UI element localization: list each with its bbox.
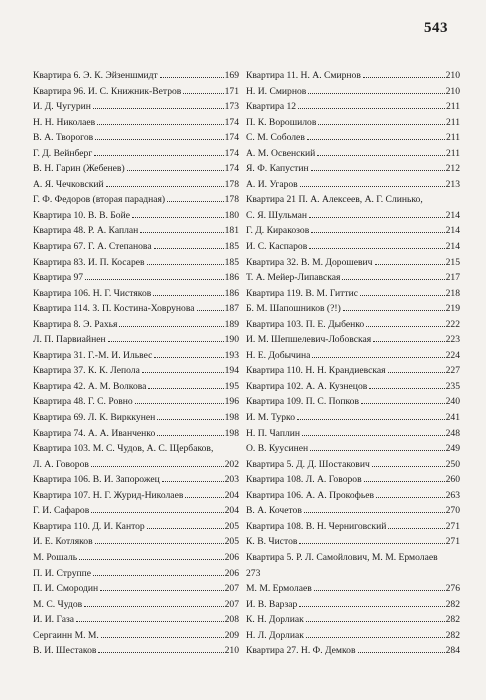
- toc-entry-page: 276: [445, 583, 460, 595]
- toc-entry: [33, 581, 239, 597]
- toc-entry: [246, 426, 460, 442]
- toc-entry-page: 282: [445, 629, 460, 641]
- toc-entry-label: Квартира 32. В. М. Дорошевич: [246, 256, 373, 268]
- dot-leader: [197, 310, 224, 311]
- toc-left-column: [33, 68, 239, 659]
- toc-entry-page: 171: [224, 85, 239, 97]
- toc-entry-label: Я. Ф. Капустин: [246, 163, 309, 175]
- toc-entry-label: Квартира 114. З. П. Костина-Ховрунова: [33, 303, 195, 315]
- toc-entry-page: 219: [445, 303, 460, 315]
- toc-entry: [33, 597, 239, 613]
- toc-entry-label: Квартира 106. В. И. Запорожец: [33, 474, 160, 486]
- toc-entry: [246, 84, 460, 100]
- dot-leader: [372, 466, 445, 467]
- dot-leader: [388, 528, 444, 529]
- toc-entry-label: Квартира 10. В. В. Бойе: [33, 209, 130, 221]
- dot-leader: [360, 295, 445, 296]
- dot-leader: [154, 248, 224, 249]
- dot-leader: [147, 528, 224, 529]
- toc-entry: [246, 643, 460, 659]
- toc-entry: [33, 426, 239, 442]
- toc-entry-label: И. М. Шепшелевич-Лобовская: [246, 334, 372, 346]
- dot-leader: [308, 93, 444, 94]
- toc-entry-page: 174: [224, 163, 239, 175]
- toc-entry-label: В. А. Творогов: [33, 132, 94, 144]
- toc-entry-page: 204: [224, 489, 239, 501]
- toc-entry-label: Б. М. Шапошников (?!): [246, 303, 341, 315]
- dot-leader: [100, 590, 223, 591]
- toc-entry: [33, 363, 239, 379]
- toc-entry-page: 210: [445, 85, 460, 97]
- toc-entry: [33, 379, 239, 395]
- dot-leader: [127, 170, 224, 171]
- toc-entry: [246, 410, 460, 426]
- dot-leader: [299, 606, 444, 607]
- toc-entry-page: 189: [224, 318, 239, 330]
- toc-entry-label: Квартира 48. Р. А. Каплан: [33, 225, 139, 237]
- toc-entry: [246, 612, 460, 628]
- toc-entry-page: 194: [224, 365, 239, 377]
- toc-entry-page: 214: [445, 225, 460, 237]
- toc-entry-label: Квартира 109. П. С. Попков: [246, 396, 359, 408]
- toc-entry-label: Г. Д. Киракозов: [246, 225, 310, 237]
- toc-entry: [33, 255, 239, 271]
- toc-entry: [33, 130, 239, 146]
- toc-entry-label: Л. П. Парвиайнен: [33, 334, 106, 346]
- toc-entry-page: 270: [445, 505, 460, 517]
- toc-entry-label: Квартира 5. Р. Л. Самойлович, М. М. Ермолаев: [246, 551, 438, 563]
- toc-entry-label: Квартира 106. А. А. Прокофьев: [246, 489, 375, 501]
- toc-entry-page: 211: [445, 101, 460, 113]
- toc-entry-page: 224: [445, 349, 460, 361]
- toc-entry: [246, 332, 460, 348]
- toc-entry-label: Квартира 6. Э. К. Эйзеншмидт: [33, 70, 158, 81]
- toc-entry-page: 240: [445, 396, 460, 408]
- toc-entry: [33, 223, 239, 239]
- dot-leader: [314, 590, 445, 591]
- dot-leader: [343, 310, 445, 311]
- dot-leader: [76, 621, 224, 622]
- toc-entry-label: П. И. Струппе: [33, 567, 92, 579]
- toc-entry: [246, 597, 460, 613]
- toc-entry-label: Квартира 108. Л. А. Говоров: [246, 474, 362, 486]
- toc-entry-page: 215: [445, 256, 460, 268]
- toc-entry-page: 178: [224, 194, 239, 206]
- toc-entry-label: Н. И. Смирнов: [246, 85, 307, 97]
- dot-leader: [375, 264, 445, 265]
- toc-entry: [33, 457, 239, 473]
- toc-entry-page: 198: [224, 427, 239, 439]
- dot-leader: [153, 295, 223, 296]
- toc-entry: [246, 270, 460, 286]
- toc-entry-label: М. М. Ермолаев: [246, 583, 312, 595]
- dot-leader: [366, 326, 444, 327]
- toc-entry-page: 212: [445, 163, 460, 175]
- toc-entry: [33, 534, 239, 550]
- toc-entry-label: Квартира 27. Н. Ф. Демков: [246, 645, 356, 657]
- toc-entry-label: Квартира 97: [33, 272, 84, 284]
- toc-entry-label: Квартира 103. М. С. Чудов, А. С. Щербаков,: [33, 443, 214, 455]
- toc-entry-label: Квартира 119. В. М. Гиттис: [246, 287, 358, 299]
- toc-entry-page: 208: [224, 614, 239, 626]
- toc-entry-label: Квартира 107. Н. Г. Журид-Николаев: [33, 489, 184, 501]
- dot-leader: [167, 201, 224, 202]
- toc-entry: [33, 441, 239, 457]
- toc-entry-page: 282: [445, 614, 460, 626]
- dot-leader: [309, 217, 445, 218]
- toc-entry: [246, 503, 460, 519]
- toc-entry-page: 249: [445, 443, 460, 455]
- toc-entry-page: 204: [224, 505, 239, 517]
- toc-entry-page: 206: [224, 551, 239, 563]
- dot-leader: [160, 77, 224, 78]
- dot-leader: [312, 357, 444, 358]
- toc-entry-page: 206: [224, 567, 239, 579]
- toc-entry-page: 241: [445, 412, 460, 424]
- dot-leader: [364, 481, 445, 482]
- toc-entry-page: 207: [224, 598, 239, 610]
- dot-leader: [299, 543, 444, 544]
- toc-entry: [246, 519, 460, 535]
- toc-entry-page: 227: [445, 365, 460, 377]
- toc-entry-label: Н. Л. Дорлиак: [246, 629, 304, 641]
- dot-leader: [132, 217, 224, 218]
- toc-entry: [246, 581, 460, 597]
- dot-leader: [91, 466, 224, 467]
- toc-entry-page: 205: [224, 536, 239, 548]
- toc-entry-label: К. Н. Дорлиак: [246, 614, 304, 626]
- dot-leader: [311, 170, 445, 171]
- dot-leader: [388, 372, 445, 373]
- toc-entry-page: 218: [445, 287, 460, 299]
- dot-leader: [311, 232, 444, 233]
- toc-entry: [246, 348, 460, 364]
- toc-entry-page: 187: [224, 303, 239, 315]
- dot-leader: [376, 497, 445, 498]
- toc-entry-page: 250: [445, 458, 460, 470]
- toc-entry-label: Квартира 11. Н. А. Смирнов: [246, 70, 361, 81]
- toc-entry-page: 248: [445, 427, 460, 439]
- toc-entry: [33, 99, 239, 115]
- toc-entry: [246, 208, 460, 224]
- toc-entry-page: 210: [445, 70, 460, 81]
- toc-entry-label: Квартира 83. И. П. Косарев: [33, 256, 145, 268]
- toc-entry-page: 202: [224, 458, 239, 470]
- toc-entry-label: Квартира 5. Д. Д. Шостакович: [246, 458, 370, 470]
- dot-leader: [108, 341, 224, 342]
- toc-entry-label: С. М. Соболев: [246, 132, 305, 144]
- toc-entry: [33, 68, 239, 84]
- dot-leader: [358, 652, 445, 653]
- dot-leader: [119, 326, 223, 327]
- toc-entry-label: Квартира 108. В. Н. Черниговский: [246, 520, 387, 532]
- toc-entry-page: 174: [224, 132, 239, 144]
- toc-entry-label: В. Н. Гарин (Жебенев): [33, 163, 125, 175]
- toc-entry: [33, 550, 239, 566]
- dot-leader: [142, 372, 224, 373]
- dot-leader: [157, 435, 223, 436]
- toc-entry-page: 217: [445, 272, 460, 284]
- dot-leader: [95, 139, 223, 140]
- toc-entry-page: 223: [445, 334, 460, 346]
- toc-entry: [33, 519, 239, 535]
- toc-entry-label: С. Я. Шульман: [246, 209, 308, 221]
- toc-entry-label: Квартира 37. К. К. Лепола: [33, 365, 140, 377]
- toc-entry-label: М. Рошаль: [33, 551, 78, 563]
- toc-entry-page: 186: [224, 272, 239, 284]
- dot-leader: [297, 419, 445, 420]
- toc-entry: [33, 394, 239, 410]
- toc-entry-label: А. И. Угаров: [246, 178, 298, 190]
- dot-leader: [85, 279, 224, 280]
- toc-entry-label: Т. А. Мейер-Липавская: [246, 272, 341, 284]
- toc-entry: [33, 317, 239, 333]
- dot-leader: [342, 279, 444, 280]
- toc-entry: [246, 239, 460, 255]
- toc-entry: [33, 612, 239, 628]
- toc-entry: [246, 99, 460, 115]
- toc-entry-label: И. М. Турко: [246, 412, 295, 424]
- toc-entry-page: 211: [445, 147, 460, 159]
- toc-entry: [246, 441, 460, 457]
- toc-entry-label: Г. И. Сафаров: [33, 505, 90, 517]
- toc-entry-page: 195: [224, 380, 239, 392]
- dot-leader: [304, 512, 445, 513]
- toc-entry-page: 203: [224, 474, 239, 486]
- dot-leader: [306, 637, 445, 638]
- toc-entry-page: 205: [224, 520, 239, 532]
- toc-entry-page: 260: [445, 474, 460, 486]
- dot-leader: [307, 139, 445, 140]
- toc-entry-page: 222: [445, 318, 460, 330]
- dot-leader: [310, 450, 444, 451]
- toc-entry-page: 209: [224, 629, 239, 641]
- toc-entry-label: Квартира 21 П. А. Алексеев, А. Г. Слинько,: [246, 194, 423, 206]
- dot-leader: [369, 388, 444, 389]
- toc-entry: [246, 472, 460, 488]
- toc-entry-page: 173: [224, 101, 239, 113]
- dot-leader: [318, 124, 445, 125]
- toc-entry-label: Квартира 74. А. А. Иванченко: [33, 427, 156, 439]
- toc-entry-label: И. Е. Котляков: [33, 536, 93, 548]
- toc-entry: [33, 239, 239, 255]
- toc-entry: [33, 503, 239, 519]
- toc-entry-page: 214: [445, 241, 460, 253]
- toc-entry-label: П. И. Смородин: [33, 583, 99, 595]
- toc-entry-label: В. А. Кочетов: [246, 505, 302, 517]
- toc-entry: [246, 286, 460, 302]
- toc-entry-page: 282: [445, 598, 460, 610]
- toc-entry: [246, 115, 460, 131]
- toc-entry: [246, 255, 460, 271]
- toc-entry: [33, 84, 239, 100]
- toc-entry: [33, 115, 239, 131]
- toc-entry-label: Квартира 67. Г. А. Степанова: [33, 241, 152, 253]
- toc-entry: [33, 628, 239, 644]
- toc-entry-label: К. В. Чистов: [246, 536, 298, 548]
- dot-leader: [147, 264, 224, 265]
- toc-entry: [246, 394, 460, 410]
- toc-entry-page: 235: [445, 380, 460, 392]
- dot-leader: [94, 155, 223, 156]
- toc-entry-page: 180: [224, 209, 239, 221]
- toc-entry: [246, 192, 460, 208]
- page-number: 543: [424, 20, 448, 36]
- toc-entry-page: 174: [224, 147, 239, 159]
- toc-entry-label: Квартира 42. А. М. Волкова: [33, 380, 147, 392]
- toc-entry: [33, 472, 239, 488]
- toc-entry: [246, 457, 460, 473]
- toc-entry: [246, 161, 460, 177]
- toc-entry: [246, 301, 460, 317]
- dot-leader: [84, 606, 223, 607]
- dot-leader: [185, 497, 223, 498]
- toc-entry-page: 190: [224, 334, 239, 346]
- toc-entry: [33, 208, 239, 224]
- toc-entry-page: 211: [445, 132, 460, 144]
- toc-entry-label: А. Я. Чечковский: [33, 178, 104, 190]
- toc-entry-page: 181: [224, 225, 239, 237]
- toc-entry-page: 213: [445, 178, 460, 190]
- toc-entry: [246, 379, 460, 395]
- toc-right-column: [246, 68, 460, 659]
- toc-entry-page: 174: [224, 116, 239, 128]
- toc-entry-label: Н. Е. Добычина: [246, 349, 311, 361]
- toc-entry-page: 207: [224, 583, 239, 595]
- toc-entry-label: И. С. Каспаров: [246, 241, 308, 253]
- toc-entry: [33, 410, 239, 426]
- dot-leader: [157, 419, 223, 420]
- toc-entry-label: М. С. Чудов: [33, 598, 83, 610]
- toc-entry: [33, 177, 239, 193]
- toc-entry: [33, 566, 239, 582]
- toc-entry-label: Г. Д. Вейнберг: [33, 147, 93, 159]
- toc-entry: [246, 223, 460, 239]
- toc-entry-label: Л. А. Говоров: [33, 458, 89, 470]
- toc-entry: [246, 534, 460, 550]
- toc-entry: [246, 68, 460, 84]
- toc-entry-page: 178: [224, 178, 239, 190]
- toc-entry-label: Квартира 48. Г. С. Ровно: [33, 396, 133, 408]
- dot-leader: [162, 481, 224, 482]
- dot-leader: [93, 108, 224, 109]
- toc-entry-label: О. В. Куусинен: [246, 443, 309, 455]
- dot-leader: [98, 652, 223, 653]
- dot-leader: [361, 403, 445, 404]
- dot-leader: [317, 155, 445, 156]
- toc-entry-page: 198: [224, 412, 239, 424]
- dot-leader: [373, 341, 444, 342]
- toc-entry-page: 185: [224, 256, 239, 268]
- toc-entry-label: Г. Ф. Федоров (вторая парадная): [33, 194, 166, 206]
- toc-entry: [33, 643, 239, 659]
- dot-leader: [135, 403, 224, 404]
- toc-entry-page: 211: [445, 116, 460, 128]
- toc-entry: [246, 566, 460, 582]
- toc-entry-label: Н. Н. Николаев: [33, 116, 96, 128]
- toc-entry-label: Квартира 102. А. А. Кузнецов: [246, 380, 368, 392]
- toc-entry: [33, 270, 239, 286]
- toc-entry: [246, 550, 460, 566]
- toc-entry-page: 169: [224, 70, 239, 81]
- dot-leader: [91, 512, 223, 513]
- toc-entry-label: В. И. Шестаков: [33, 645, 97, 657]
- dot-leader: [148, 388, 223, 389]
- dot-leader: [95, 543, 224, 544]
- dot-leader: [363, 77, 445, 78]
- dot-leader: [79, 559, 223, 560]
- toc-entry-page: 271: [445, 520, 460, 532]
- toc-entry-page: 214: [445, 209, 460, 221]
- toc-entry-label: Квартира 96. И. С. Книжник-Ветров: [33, 85, 182, 97]
- toc-entry-page: 193: [224, 349, 239, 361]
- dot-leader: [298, 108, 445, 109]
- toc-entry-page: 284: [445, 645, 460, 657]
- toc-entry-label: Н. П. Чаплин: [246, 427, 301, 439]
- toc-entry-label: Квартира 12: [246, 101, 297, 113]
- toc-entry-page: 271: [445, 536, 460, 548]
- toc-entry-label: Квартира 110. Н. Н. Крандиевская: [246, 365, 386, 377]
- toc-entry-page: 263: [445, 489, 460, 501]
- toc-entry-label: Квартира 106. Н. Г. Чистяков: [33, 287, 152, 299]
- toc-entry-label: И. Д. Чугурин: [33, 101, 91, 113]
- toc-entry-label: Сергаинн М. М.: [33, 629, 99, 641]
- toc-entry: [246, 317, 460, 333]
- toc-entry: [246, 363, 460, 379]
- toc-entry-label: И. И. Газа: [33, 614, 75, 626]
- dot-leader: [154, 357, 223, 358]
- toc-entry: [246, 488, 460, 504]
- toc-entry-label: И. В. Варзар: [246, 598, 298, 610]
- toc-entry-page: 186: [224, 287, 239, 299]
- toc-entry-label: Квартира 110. Д. И. Кантор: [33, 520, 145, 532]
- dot-leader: [300, 186, 445, 187]
- dot-leader: [302, 435, 445, 436]
- dot-leader: [101, 637, 224, 638]
- toc-entry-page: 196: [224, 396, 239, 408]
- toc-entry: [246, 177, 460, 193]
- toc-entry-label: 273: [246, 567, 261, 579]
- toc-entry: [246, 146, 460, 162]
- dot-leader: [183, 93, 223, 94]
- toc-entry: [33, 332, 239, 348]
- toc-entry-label: Квартира 69. Л. К. Вирккунен: [33, 412, 156, 424]
- toc-entry-label: А. М. Освенский: [246, 147, 316, 159]
- toc-entry: [33, 192, 239, 208]
- dot-leader: [309, 248, 444, 249]
- toc-entry-label: Квартира 103. П. Е. Дыбенко: [246, 318, 365, 330]
- toc-entry: [33, 161, 239, 177]
- toc-entry: [246, 628, 460, 644]
- dot-leader: [306, 621, 445, 622]
- toc-entry-label: Квартира 8. Э. Рахья: [33, 318, 118, 330]
- toc-entry: [33, 301, 239, 317]
- toc-entry: [33, 146, 239, 162]
- toc-entry-page: 185: [224, 241, 239, 253]
- toc-entry: [33, 488, 239, 504]
- toc-entry: [33, 286, 239, 302]
- dot-leader: [106, 186, 224, 187]
- toc-entry: [246, 130, 460, 146]
- dot-leader: [97, 124, 223, 125]
- dot-leader: [93, 575, 224, 576]
- dot-leader: [140, 232, 223, 233]
- toc-entry-page: 210: [224, 645, 239, 657]
- toc-entry: [33, 348, 239, 364]
- toc-entry-label: Квартира 31. Г.-М. И. Ильвес: [33, 349, 153, 361]
- toc-entry-label: П. К. Ворошилов: [246, 116, 317, 128]
